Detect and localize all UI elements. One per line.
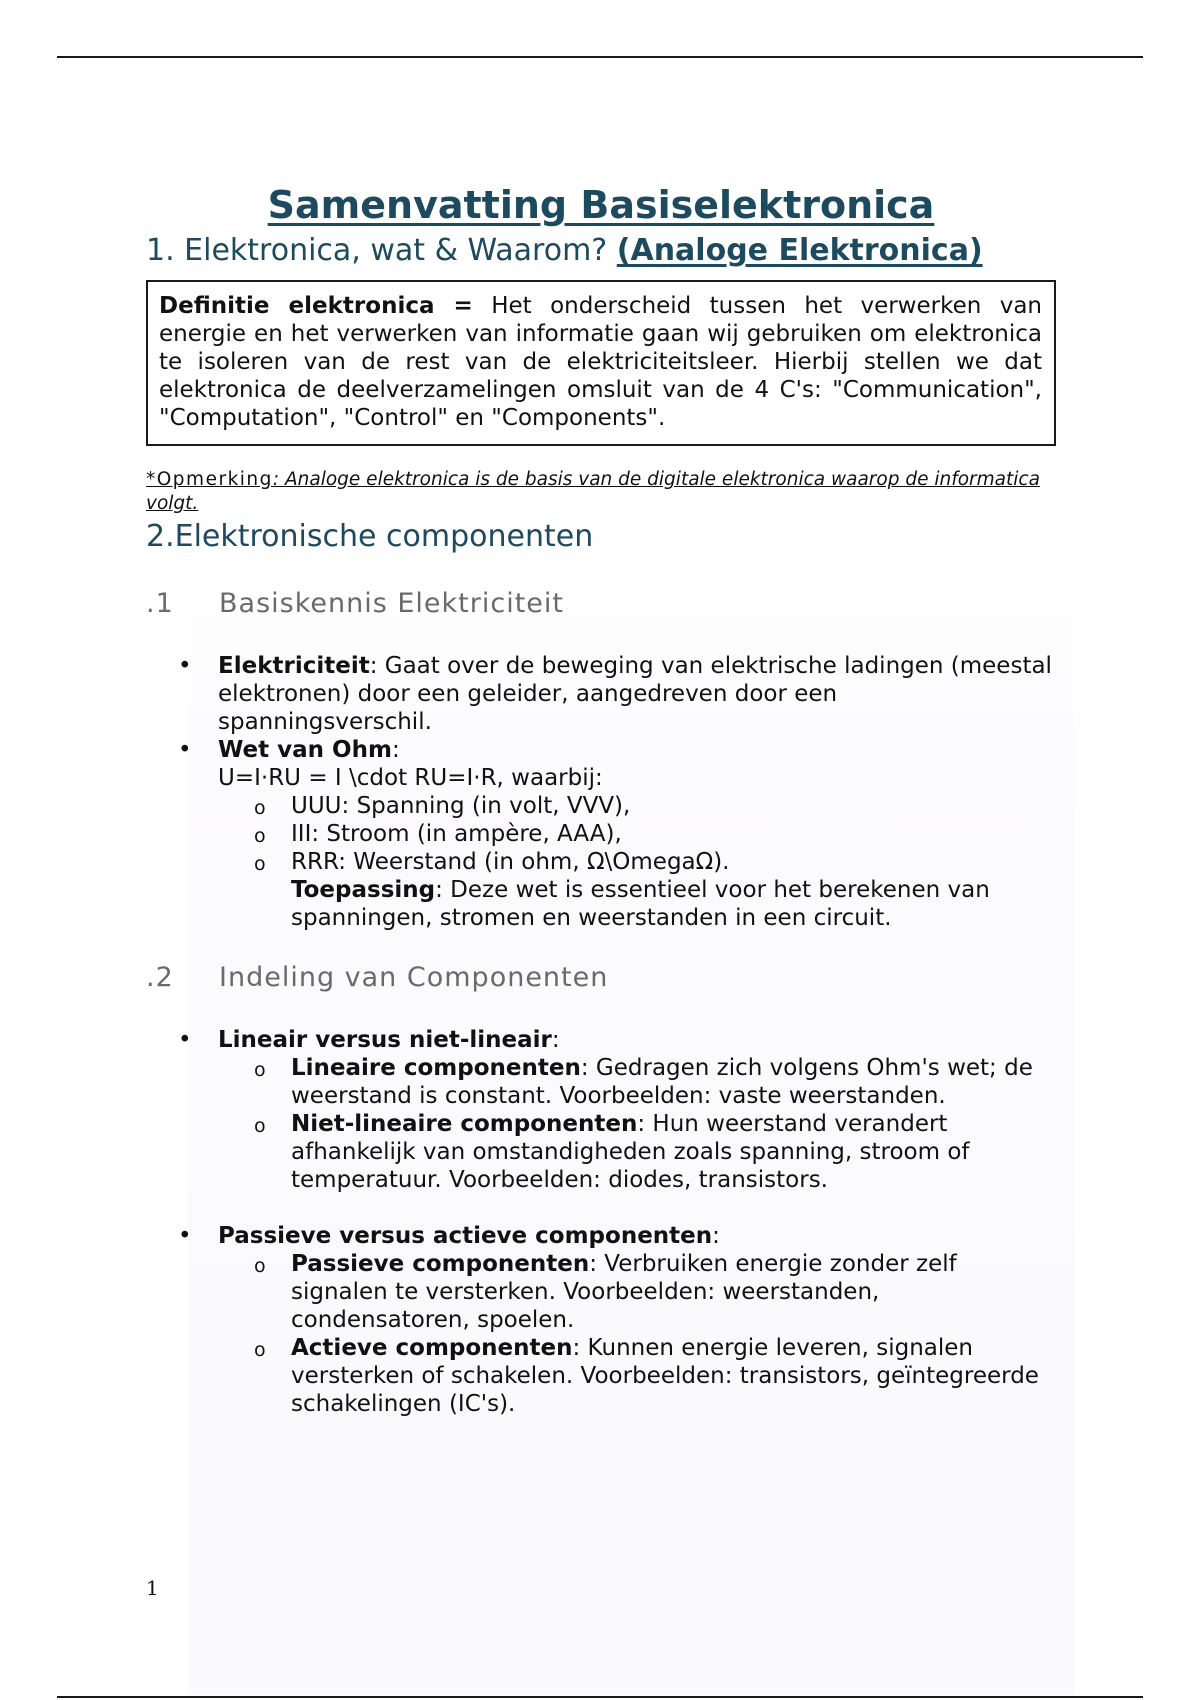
footer-rule (57, 1696, 1143, 1698)
passief-sublist (218, 1250, 1056, 1418)
term-toepassing: Toepassing (291, 877, 436, 903)
note (146, 468, 1056, 516)
text-lineaire-componenten: : Gedragen zich volgens Ohm's wet; de weerstand is constant. Voorbeelden: vaste weerstanden. (291, 1055, 1033, 1109)
term-elektriciteit: Elektriciteit (218, 653, 370, 679)
list-item (218, 1334, 1056, 1418)
indeling-list (146, 1026, 1056, 1418)
circle-bullet-icon: o (254, 1115, 266, 1137)
bullet-icon: • (178, 737, 192, 763)
note-text: : Analoge elektronica is de basis van de digitale elektronica waarop de informatica volgt. (146, 469, 1040, 514)
circle-bullet-icon: o (254, 1059, 266, 1081)
definition-term: Definitie elektronica = (159, 293, 473, 319)
list-item (218, 1110, 1056, 1194)
section-2-heading (146, 516, 1056, 558)
list-item-elektriciteit (146, 652, 1056, 736)
list-spacer (146, 1194, 1056, 1222)
circle-bullet-icon: o (254, 853, 266, 875)
list-item (218, 1054, 1056, 1110)
colon: : (712, 1223, 720, 1249)
circle-bullet-icon: o (254, 1255, 266, 1277)
section-1-heading (146, 230, 1056, 272)
header-rule (57, 56, 1143, 58)
ohm-formula: U=I·RU = I \cdot RU=I·R, waarbij: (218, 765, 603, 791)
document-title: Samenvatting Basiselektronica (267, 183, 935, 227)
subsection-2-2-title: Indeling van Componenten (219, 962, 609, 993)
basiskennis-list (146, 652, 1056, 932)
list-item (218, 820, 1056, 848)
section-2-number: 2. (146, 519, 175, 554)
bullet-icon: • (178, 653, 192, 679)
term-lineaire-componenten: Lineaire componenten (291, 1055, 581, 1081)
list-item (218, 792, 1056, 820)
ohm-sublist (218, 792, 1056, 932)
subsection-2-1-title: Basiskennis Elektriciteit (219, 588, 564, 619)
ohm-colon: : (391, 737, 400, 763)
analoge-elektronica-link[interactable]: (Analoge Elektronica) (616, 233, 983, 268)
list-item-wet-van-ohm (146, 736, 1056, 932)
list-item (218, 848, 1056, 932)
term-passieve-versus-actieve: Passieve versus actieve componenten (218, 1223, 713, 1249)
term-lineair-versus-niet-lineair: Lineair versus niet-lineair (218, 1027, 552, 1053)
term-wet-van-ohm: Wet van Ohm (218, 737, 392, 763)
document-body (146, 180, 1056, 1418)
circle-bullet-icon: o (254, 797, 266, 819)
list-item-lineair (146, 1026, 1056, 1194)
term-actieve-componenten: Actieve componenten (291, 1335, 573, 1361)
subsection-2-2-number: .2 (146, 962, 174, 993)
note-label: *Opmerking (146, 469, 273, 490)
subsection-2-1-number: .1 (146, 588, 174, 619)
subsection-2-1-heading (146, 586, 1056, 622)
page-number: 1 (146, 1576, 159, 1600)
text-toepassing: : Deze wet is essentieel voor het berekenen van spanningen, stromen en weerstanden in een circuit. (291, 877, 990, 931)
text-passieve-componenten: : Verbruiken energie zonder zelf signalen te versterken. Voorbeelden: weerstanden, condensatoren, spoelen. (291, 1251, 957, 1333)
definition-box (146, 280, 1056, 446)
definition-text: Het onderscheid tussen het verwerken van energie en het verwerken van informatie gaan wij gebruiken om elektronica te isoleren van de rest van de elektriciteitsleer. Hierbij stellen we dat elektronica de deelverzamelingen omsluit van de 4 C's: "Communication", "Computation", "Control" en "Components". (159, 293, 1042, 431)
circle-bullet-icon: o (254, 825, 266, 847)
section-1-title: Elektronica, wat & Waarom? (184, 233, 608, 268)
list-item-passief (146, 1222, 1056, 1418)
term-passieve-componenten: Passieve componenten (291, 1251, 590, 1277)
section-1-number: 1. (146, 233, 175, 268)
section-2-title: Elektronische componenten (174, 519, 594, 554)
bullet-icon: • (178, 1027, 192, 1053)
colon: : (551, 1027, 560, 1053)
text-elektriciteit: : Gaat over de beweging van elektrische ladingen (meestal elektronen) door een geleider, aangedreven door een spanningsverschil. (218, 653, 1052, 735)
bullet-icon: • (178, 1223, 192, 1249)
list-item (218, 1250, 1056, 1334)
text-actieve-componenten: : Kunnen energie leveren, signalen versterken of schakelen. Voorbeelden: transistors, geïntegreerde schakelingen (IC's). (291, 1335, 1039, 1417)
lineair-sublist (218, 1054, 1056, 1194)
text-niet-lineaire-componenten: : Hun weerstand verandert afhankelijk van omstandigheden zoals spanning, stroom of temperatuur. Voorbeelden: diodes, transistors. (291, 1111, 970, 1193)
term-niet-lineaire-componenten: Niet-lineaire componenten (291, 1111, 638, 1137)
ohm-item-spanning: UUU: Spanning (in volt, VVV), (291, 793, 631, 819)
subsection-2-2-heading (146, 960, 1056, 996)
ohm-item-weerstand: RRR: Weerstand (in ohm, Ω\OmegaΩ). (291, 849, 730, 875)
ohm-item-stroom: III: Stroom (in ampère, AAA), (291, 821, 622, 847)
circle-bullet-icon: o (254, 1339, 266, 1361)
